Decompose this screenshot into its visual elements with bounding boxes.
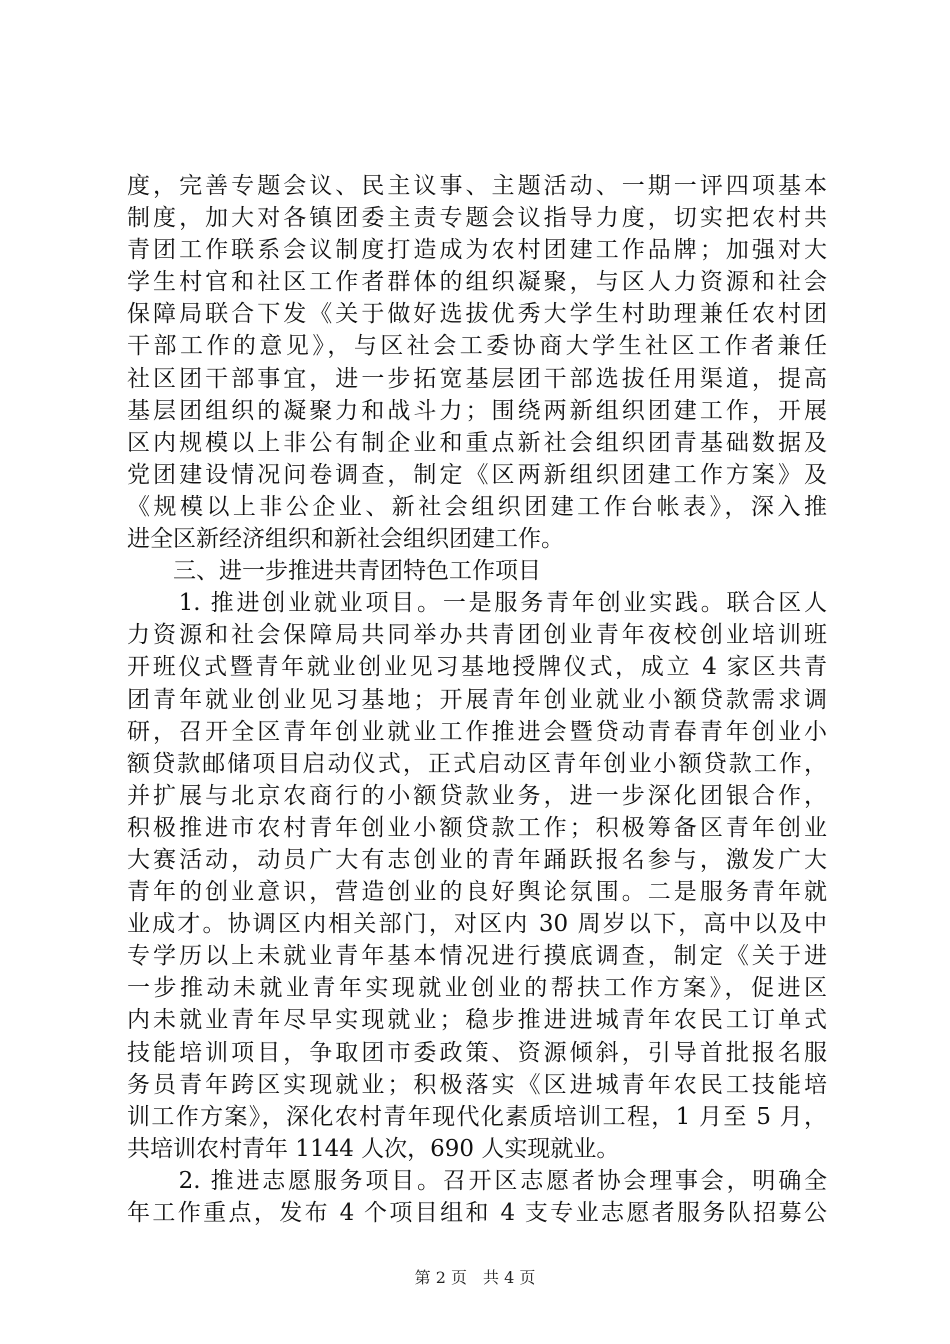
text-line: 技能培训项目，争取团市委政策、资源倾斜，引导首批报名服: [127, 1039, 827, 1066]
text-line: 区内规模以上非公有制企业和重点新社会组织团青基础数据及: [127, 429, 827, 456]
text-line: 青团工作联系会议制度打造成为农村团建工作品牌；加强对大: [127, 237, 827, 264]
page-footer: 第 2 页 共 4 页: [414, 1268, 536, 1287]
text-line: 训工作方案》，深化农村青年现代化素质培训工程，1 月至 5 月，: [127, 1103, 827, 1130]
text-line: 专学历以上未就业青年基本情况进行摸底调查，制定《关于进: [127, 943, 827, 970]
text-line: 额贷款邮储项目启动仪式，正式启动区青年创业小额贷款工作，: [127, 750, 827, 777]
text-line: 干部工作的意见》，与区社会工委协商大学生社区工作者兼任: [127, 333, 827, 360]
text-line: 开班仪式暨青年就业创业见习基地授牌仪式，成立 4 家区共青: [127, 654, 827, 681]
text-line: 务员青年跨区实现就业；积极落实《区进城青年农民工技能培: [127, 1071, 827, 1098]
text-line: 制度，加大对各镇团委主责专题会议指导力度，切实把农村共: [127, 205, 827, 232]
text-line: 一步推动未就业青年实现就业创业的帮扶工作方案》，促进区: [127, 975, 827, 1002]
text-line: 1. 推进创业就业项目。一是服务青年创业实践。联合区人: [127, 590, 827, 617]
text-line: 内未就业青年尽早实现就业；稳步推进进城青年农民工订单式: [127, 1007, 827, 1034]
body-text: [127, 170, 827, 1229]
text-line: 大赛活动，动员广大有志创业的青年踊跃报名参与，激发广大: [127, 846, 827, 873]
text-line: 度，完善专题会议、民主议事、主题活动、一期一评四项基本: [127, 173, 827, 199]
text-line: 并扩展与北京农商行的小额贷款业务，进一步深化团银合作，: [127, 782, 827, 809]
text-line: 基层团组织的凝聚力和战斗力；围绕两新组织团建工作，开展: [127, 397, 827, 424]
text-line: 年工作重点，发布 4 个项目组和 4 支专业志愿者服务队招募公: [127, 1200, 827, 1226]
text-line: 共培训农村青年 1144 人次，690 人实现就业。: [127, 1135, 620, 1162]
text-line: 团青年就业创业见习基地；开展青年创业就业小额贷款需求调: [127, 686, 827, 713]
text-line: 青年的创业意识，营造创业的良好舆论氛围。二是服务青年就: [127, 879, 827, 906]
text-line: 三、进一步推进共青团特色工作项目: [127, 558, 541, 585]
text-line: 党团建设情况问卷调查，制定《区两新组织团建工作方案》及: [127, 461, 827, 488]
text-line: 社区团干部事宜，进一步拓宽基层团干部选拔任用渠道，提高: [127, 365, 827, 392]
text-line: 进全区新经济组织和新社会组织团建工作。: [127, 526, 564, 553]
text-line: 积极推进市农村青年创业小额贷款工作；积极筹备区青年创业: [127, 814, 827, 841]
text-line: 力资源和社会保障局共同举办共青团创业青年夜校创业培训班: [127, 622, 827, 649]
text-line: 2. 推进志愿服务项目。召开区志愿者协会理事会，明确全: [127, 1167, 827, 1194]
text-line: 业成才。协调区内相关部门，对区内 30 周岁以下，高中以及中: [127, 911, 827, 938]
text-line: 《规模以上非公企业、新社会组织团建工作台帐表》，深入推: [127, 493, 827, 520]
text-line: 研，召开全区青年创业就业工作推进会暨贷动青春青年创业小: [127, 718, 827, 745]
text-line: 学生村官和社区工作者群体的组织凝聚，与区人力资源和社会: [127, 269, 827, 296]
text-line: 保障局联合下发《关于做好选拔优秀大学生村助理兼任农村团: [127, 301, 827, 328]
